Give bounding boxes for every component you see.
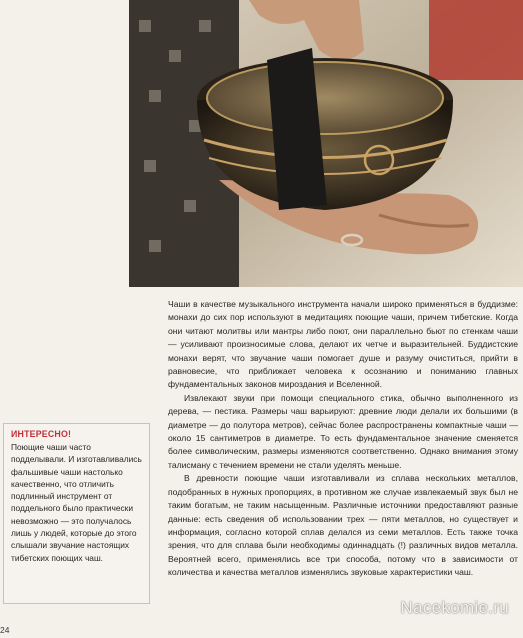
singing-bowl-photo: [129, 0, 523, 287]
watermark: Nacekomie.ru: [400, 598, 509, 617]
interesting-fact-box: [3, 423, 150, 604]
article-paragraph: В древности поющие чаши изготавливали из сплава нескольких металлов, подобранных в нужных пропорциях, в противном же случае извлекаемый звук был не таким богатым, не таким насыщенным. Различные источники предоставляют разные данные: есть сведения об использовании трех — пяти металлов, но существует и информация, согласно которой сплав делался из семи металлов. Есть также точка зрения, что для сплава были необходимы одиннадцать (!) различных видов металла. Вероятней всего, применялись все три способа, потому что в зависимости от количества и качества металлов изменялись звуковые характеристики чаш.: [168, 473, 518, 578]
sidebar-text: Поющие чаши часто подделывали. И изготавливались фальшивые чаши настолько качественно, что отличить подлинный инструмент от поддельного было практически невозможно — это получалось лишь у людей, которые до этого слышали звучание настоящих тибетских поющих чаш.: [11, 442, 142, 563]
page-number: 24: [0, 625, 10, 635]
article-paragraph: Извлекают звуки при помощи специального стика, обычно выполненного из дерева, — пестика. Размеры чаш варьируют: древние люди делали их большими (в диаметре — до полутора метров), сейчас более распространены компактные чаши — около 15 сантиметров в диаметре. То есть фундаментальное значение сменяется более символическим, размеры изменяются соответственно. Однако внимания этому талисману с течением времени не стали уделять меньше.: [168, 392, 518, 470]
article-paragraph: Чаши в качестве музыкального инструмента начали широко применяться в буддизме: монахи до сих пор используют в медитациях поющие чаши, причем тибетские. Когда они читают молитвы или мантры либо поют, они параллельно бьют по стенкам чаши — усиливают произносимые слова, делают их четче и выразительней. Буддистские монахи верят, что звучание чаши помогает душе и разуму очиститься, прийти в равновесие, что приближает человека к осознанию и пониманию главных фундаментальных законов мироздания и Вселенной.: [168, 299, 518, 390]
sidebar-title: ИНТЕРЕСНО!: [11, 429, 72, 439]
article-body: [168, 298, 518, 580]
